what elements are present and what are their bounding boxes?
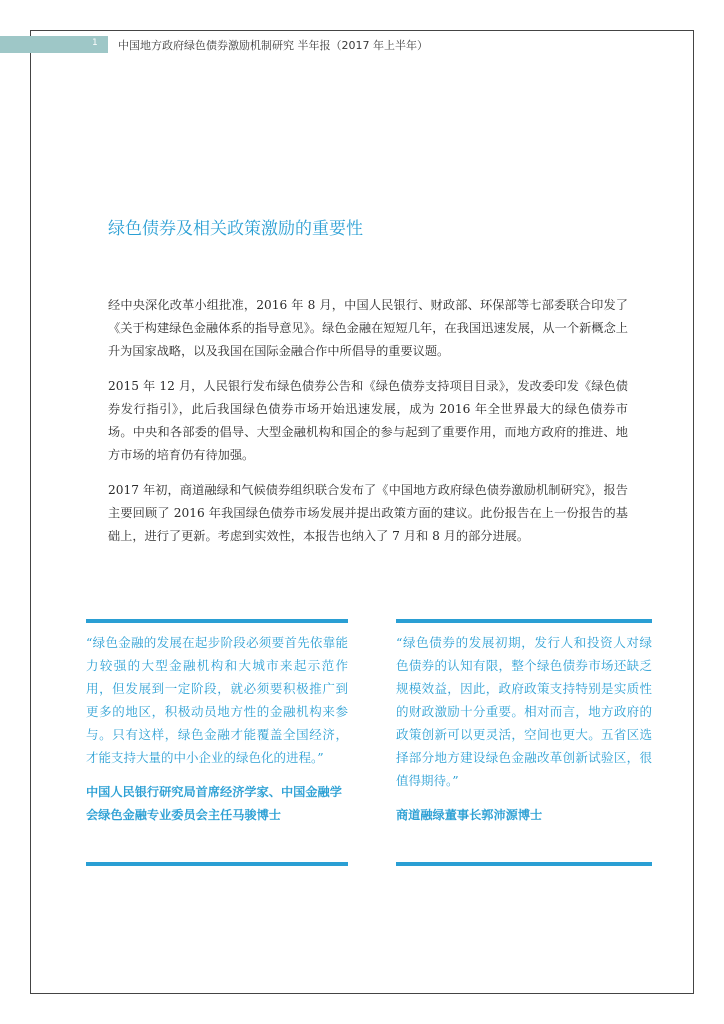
body-paragraph: 2017 年初，商道融绿和气候债券组织联合发布了《中国地方政府绿色债券激励机制研究》，报告主要回顾了 2016 年我国绿色债券市场发展并提出政策方面的建议。此份报告在上一份报告的基础上，进行了更新。考虑到实效性，本报告也纳入了 7 月和 8 月的部分进展。 bbox=[108, 483, 628, 543]
quote-divider-top bbox=[86, 619, 348, 623]
page-number: 1 bbox=[92, 38, 98, 48]
quote-divider-bottom bbox=[396, 862, 652, 866]
running-title: 中国地方政府绿色债券激励机制研究 半年报（2017 年上半年） bbox=[118, 39, 428, 52]
quote-divider-top bbox=[396, 619, 652, 623]
quote-divider-bottom bbox=[86, 862, 348, 866]
quote-box-left bbox=[86, 619, 348, 827]
quote-attribution: 商道融绿董事长郭沛源博士 bbox=[396, 808, 543, 822]
section-title: 绿色债券及相关政策激励的重要性 bbox=[108, 219, 363, 239]
quote-text: “绿色债券的发展初期，发行人和投资人对绿色债券的认知有限，整个绿色债券市场还缺乏规模效益，因此，政府政策支持特别是实质性的财政激励十分重要。相对而言，地方政府的政策创新可以更灵活，空间也更大。五省区选择部分地方建设绿色金融改革创新试验区，很值得期待。” bbox=[396, 635, 652, 788]
quote-attribution: 中国人民银行研究局首席经济学家、中国金融学会绿色金融专业委员会主任马骏博士 bbox=[86, 785, 342, 822]
body-paragraph: 经中央深化改革小组批准，2016 年 8 月，中国人民银行、财政部、环保部等七部委联合印发了《关于构建绿色金融体系的指导意见》。绿色金融在短短几年，在我国迅速发展，从一个新概念上升为国家战略，以及我国在国际金融合作中所倡导的重要议题。 bbox=[108, 298, 628, 358]
body-text bbox=[108, 294, 628, 560]
quote-text: “绿色金融的发展在起步阶段必须要首先依靠能力较强的大型金融机构和大城市来起示范作用，但发展到一定阶段，就必须要积极推广到更多的地区，积极动员地方性的金融机构来参与。只有这样，绿色金融才能覆盖全国经济，才能支持大量的中小企业的绿色化的进程。” bbox=[86, 635, 348, 765]
quote-box-right bbox=[396, 619, 652, 827]
body-paragraph: 2015 年 12 月，人民银行发布绿色债券公告和《绿色债券支持项目目录》，发改委印发《绿色债券发行指引》，此后我国绿色债券市场开始迅速发展，成为 2016 年全世界最大的绿色债券市场。中央和各部委的倡导、大型金融机构和国企的参与起到了重要作用，而地方政府的推进、地方市场的培育仍有待加强。 bbox=[108, 379, 628, 462]
